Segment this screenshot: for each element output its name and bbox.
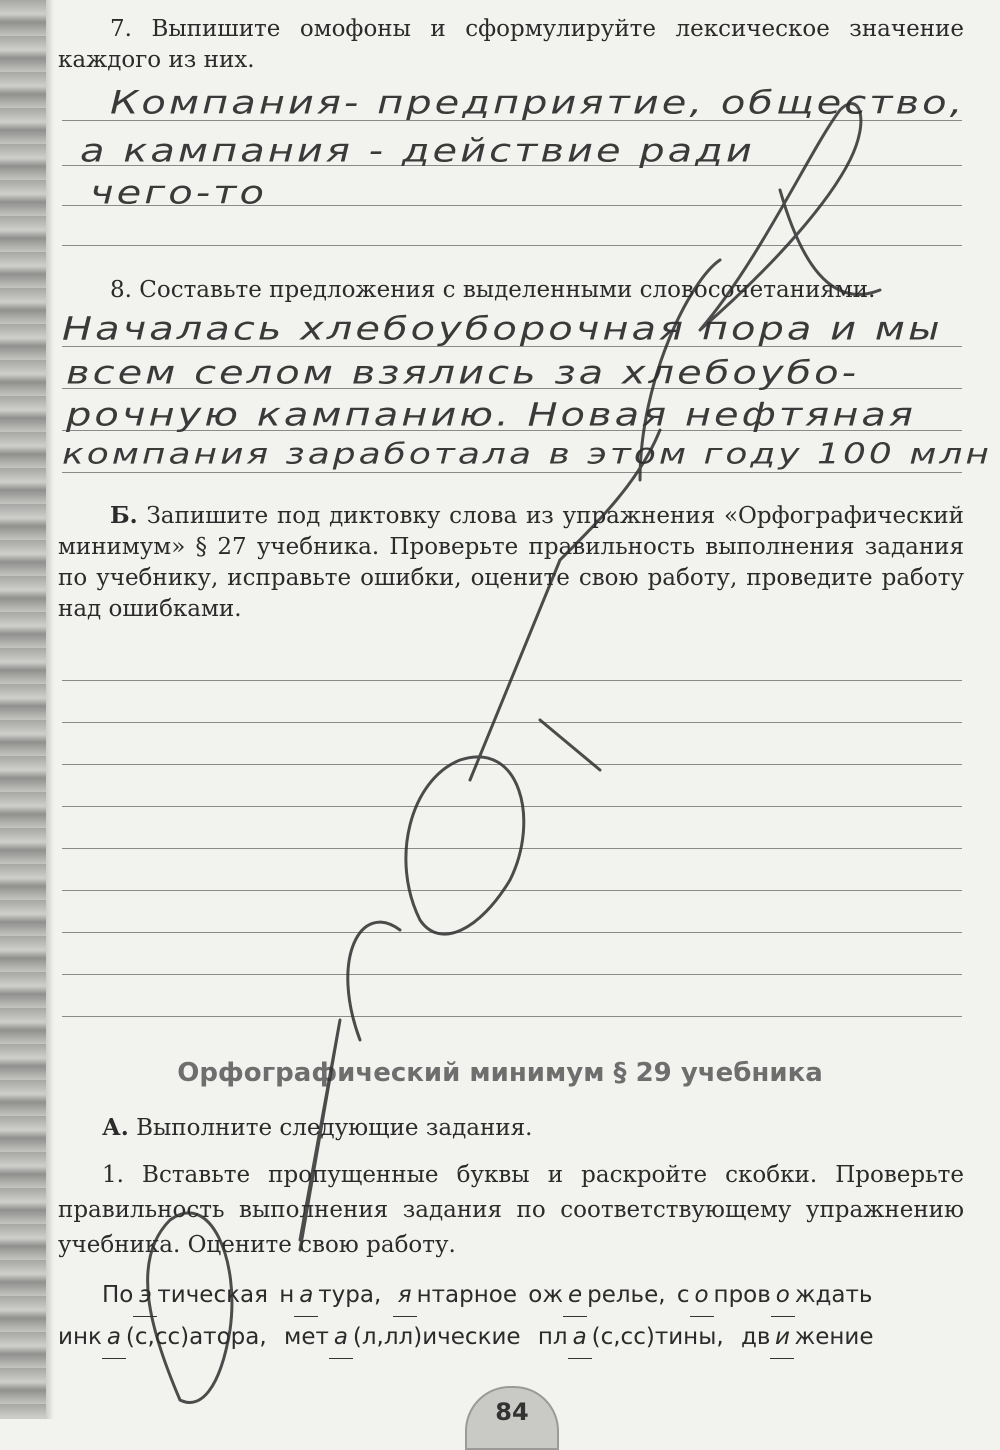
answer-blank[interactable]: о — [690, 1274, 714, 1317]
text-fragment: пл — [537, 1324, 568, 1350]
handwriting-line: всем селом взялись за хлебоубо- — [66, 354, 860, 392]
task-a-text — [58, 1112, 964, 1144]
page-edge-decoration — [0, 0, 46, 1419]
answer-blank[interactable]: я — [393, 1274, 417, 1317]
text-fragment: дв — [741, 1324, 771, 1350]
handwriting-line: рочную кампанию. Новая нефтяная — [66, 396, 916, 434]
text-fragment: (с,сс)атора, — [125, 1324, 267, 1350]
task-a — [58, 1112, 964, 1144]
task-8 — [58, 275, 964, 306]
text-fragment: (с,сс)тины, — [591, 1324, 724, 1350]
page-number: 84 — [465, 1386, 559, 1450]
task-1-text: 1. Вставьте пропущенные буквы и раскройте скобки. Проверьте правильность выполнения задания по соответствующему упражнению учебника. Оцените свою работу. — [58, 1162, 964, 1258]
answer-blank[interactable]: а — [102, 1316, 126, 1359]
text-fragment: жение — [794, 1324, 874, 1350]
task-b — [58, 500, 964, 625]
ruled-line — [62, 932, 962, 933]
section-title: Орфографический минимум § 29 учебника — [177, 1058, 823, 1088]
ruled-line — [62, 848, 962, 849]
task-7 — [58, 14, 964, 76]
text-fragment: нтарное ож — [416, 1282, 564, 1308]
text-fragment: мет — [283, 1324, 329, 1350]
text-fragment: тура, — [318, 1282, 382, 1308]
ruled-line — [62, 764, 962, 765]
handwriting-line: чего-то — [90, 174, 267, 212]
answer-blank[interactable]: а — [294, 1274, 318, 1317]
ruled-line — [62, 806, 962, 807]
task-a-instructions: Выполните следующие задания. — [136, 1115, 533, 1141]
ruled-line — [62, 722, 962, 723]
ruled-line — [62, 680, 962, 681]
text-fragment: пров — [713, 1282, 771, 1308]
text-fragment: (л,лл)ические — [352, 1324, 521, 1350]
handwriting-line: Компания- предприятие, общество, — [110, 84, 966, 122]
text-fragment: релье, с — [587, 1282, 690, 1308]
task-b-instructions: Запишите под диктовку слова из упражнения «Орфографический минимум» § 27 учебника. Проверьте правильность выполнения задания по учебнику, исправьте ошибки, оцените свою работу, проведите работу над ошибками. — [58, 503, 964, 622]
ruled-line — [62, 974, 962, 975]
task-7-text: 7. Выпишите омофоны и сформулируйте лексическое значение каждого из них. — [58, 16, 964, 73]
fill-line-1 — [102, 1274, 970, 1317]
handwriting-line: а кампания - действие ради — [80, 132, 755, 170]
answer-blank[interactable]: и — [770, 1316, 794, 1359]
answer-blank[interactable]: э — [133, 1274, 157, 1317]
answer-blank[interactable]: а — [568, 1316, 592, 1359]
text-fragment: тическая н — [157, 1282, 295, 1308]
answer-blank[interactable]: а — [329, 1316, 353, 1359]
task-1 — [58, 1158, 964, 1263]
handwriting-line: Началась хлебоуборочная пора и мы — [62, 310, 943, 348]
text-fragment: По — [102, 1282, 134, 1308]
answer-blank[interactable]: о — [771, 1274, 795, 1317]
ruled-line — [62, 1016, 962, 1017]
task-b-label: Б. — [110, 502, 138, 529]
fill-line-2 — [58, 1316, 970, 1359]
task-a-label: А. — [102, 1114, 129, 1141]
task-8-text: 8. Составьте предложения с выделенными словосочетаниями. — [110, 277, 876, 303]
handwriting-line: компания заработала в этом году 100 млн — [62, 438, 992, 471]
text-fragment: ждать — [794, 1282, 873, 1308]
answer-blank[interactable]: е — [563, 1274, 587, 1317]
ruled-line — [62, 890, 962, 891]
text-fragment: инк — [58, 1324, 102, 1350]
task-b-text — [58, 500, 964, 625]
ruled-line — [62, 472, 962, 473]
ruled-line — [62, 245, 962, 246]
